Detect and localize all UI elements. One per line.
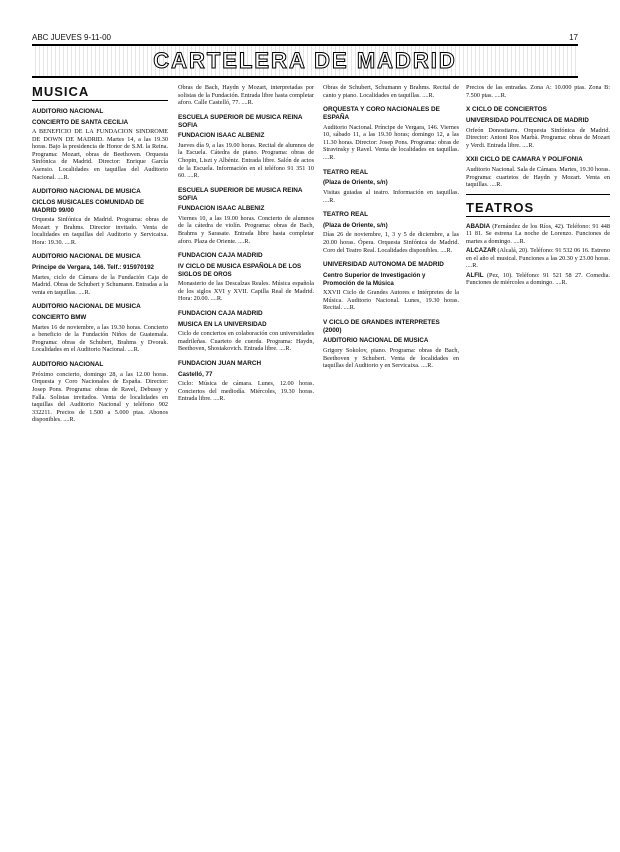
listing-text: Monasterio de las Descalzas Reales. Música española de los siglos XVI y XVII. Capilla Real de Madrid. Hora: 20.00. ....R. (178, 280, 314, 303)
theater-name: ABADIA (466, 222, 491, 230)
listing-text: Jueves día 9, a las 19.00 horas. Recital de alumnos de la Escuela. Cátedra de piano. Programa: obras de Chopin, Liszt y Albéniz. Entrada libre. Salón de actos de la Escuela. Información en el teléfono 91 351 10 60. ....R. (178, 141, 314, 180)
listing-subheading: IV CICLO DE MUSICA ESPAÑOLA DE LOS SIGLOS DE OROS (178, 262, 302, 278)
listing-heading: ESCUELA SUPERIOR DE MUSICA REINA SOFIA (178, 186, 303, 202)
listing-text: XXVII Ciclo de Grandes Autores e Intérpretes de la Música. Auditorio Nacional. Lunes, 19.30 horas. Recital. ....R. (323, 289, 459, 312)
listing-heading: AUDITORIO NACIONAL (32, 107, 104, 115)
theater-text: (Pez, 10). Teléfono: 91 521 58 27. Comedia. Funciones de miércoles a domingo. ....R. (466, 271, 610, 287)
section-title-musica: MUSICA (32, 84, 168, 101)
listing-block (32, 108, 168, 181)
issue-date: ABC JUEVES 9-11-00 (32, 33, 111, 42)
listing-subheading: FUNDACION ISAAC ALBENIZ (178, 132, 265, 140)
listing-heading: AUDITORIO NACIONAL DE MUSICA (32, 303, 141, 311)
listing-subheading: Príncipe de Vergara, 146. Telf.: 915970192 (32, 264, 154, 272)
listing-text: Precios de las entradas. Zona A: 10.000 ptas. Zona B: 7.500 ptas. ....R. (466, 84, 610, 99)
theater-text: (Alcalá, 20). Teléfono: 91 532 06 16. Estreno en el año el musical. Funciones a las 20.30 y 23.00 horas. ....R. (466, 247, 610, 270)
listing-heading: X CICLO DE CONCIERTOS (466, 106, 547, 114)
listing-heading: FUNDACION CAJA MADRID (178, 309, 263, 317)
listing-block (178, 187, 314, 245)
listing-block (466, 106, 610, 149)
column-2 (178, 82, 314, 852)
listing-block (323, 261, 459, 312)
listing-text: Orquesta Sinfónica de Madrid. Programa: obras de Mozart y Brahms. Director invitado. Venta de localidades en taquillas del Auditorio y Servicaixa. Hora: 19.30. ....R. (32, 216, 168, 246)
theater-name: ALFIL (466, 271, 484, 279)
theater-text: (Fernández de los Ríos, 42). Teléfono: 91 448 11 81. Se estrena La noche de Lorenzo. Funciones de martes a domingo. ....R. (466, 222, 610, 245)
listing-text: Visitas guiadas al teatro. Información en taquillas. ....R. (323, 188, 459, 204)
theater-entry (466, 272, 610, 287)
listing-block (32, 303, 168, 354)
listing-subheading: MUSICA EN LA UNIVERSIDAD (178, 320, 267, 328)
divider (466, 194, 610, 195)
listing-text: Ciclo: Música de cámara. Lunes, 12.00 horas. Conciertos del mediodía. Miércoles, 19.30 horas. Entrada libre. ....R. (178, 380, 314, 403)
listing-block (466, 84, 610, 99)
listing-text: Grigory Sokolov, piano. Programa: obras de Bach, Beethoven y Schubert. Venta de localidades en taquillas del Auditorio y en Servicaixa. ....R. (323, 346, 459, 370)
listing-subheading: (Plaza de Oriente, s/n) (323, 179, 388, 187)
listing-subheading: UNIVERSIDAD POLITECNICA DE MADRID (466, 116, 589, 124)
listing-text: Auditorio Nacional. Príncipe de Vergara, 146. Viernes 10, sábado 11, a las 19.30 horas; domingo 12, a las 11.30 horas. Director: Josep Pons. Programa: obras de Stravinsky y Ravel. Venta de localidades en taquillas. ....R. (323, 123, 459, 161)
listing-text: Días 26 de noviembre, 1, 3 y 5 de diciembre, a las 20.00 horas. Ópera. Orquesta Sinfónica de Madrid. Coro del Teatro Real. Localidades disponibles. ....R. (323, 231, 459, 254)
listing-subheading: CONCIERTO BMW (32, 314, 87, 322)
listing-subheading: FUNDACION ISAAC ALBENIZ (178, 205, 265, 213)
listing-block (178, 310, 314, 353)
theater-entry (466, 247, 610, 270)
listing-block (323, 84, 459, 99)
listing-heading: TEATRO REAL (323, 168, 368, 176)
listing-text: Obras de Schubert, Schumann y Brahms. Recital de canto y piano. Localidades en taquillas. ....R. (323, 84, 459, 99)
listing-text: Auditorio Nacional. Sala de Cámara. Martes, 19.30 horas. Programa: cuartetos de Haydn y Mozart. Venta en taquillas. ....R. (466, 166, 610, 189)
listing-block (32, 361, 168, 424)
listing-block (32, 188, 168, 246)
listing-heading: XXII CICLO DE CAMARA Y POLIFONIA (466, 156, 583, 164)
theater-name: ALCAZAR (466, 247, 496, 255)
listing-heading: AUDITORIO NACIONAL DE MUSICA (32, 188, 141, 196)
page-title: CARTELERA DE MADRID (153, 48, 457, 73)
listing-heading: AUDITORIO NACIONAL DE MUSICA (32, 253, 141, 261)
theater-entry (466, 223, 610, 246)
page-number: 17 (569, 33, 578, 42)
listing-text: Obras de Bach, Haydn y Mozart, interpretadas por solistas de la Fundación. Entrada libre hasta completar aforo. Calle Castelló, 77. ....R. (178, 84, 314, 107)
listing-subheading: CONCIERTO DE SANTA CECILIA (32, 118, 129, 126)
listing-text: A BENEFICIO DE LA FUNDACION SINDROME DE DOWN DE MADRID. Martes 14, a las 19.30 horas. Bajo la presidencia de Honor de S.M. la Reina. Programa: Mozart, obras de Beethoven. Orquesta Sinfónica de Madrid. Director: Enrique García Asensio. Localidades en taquillas del Auditorio Nacional. ....R. (32, 128, 168, 181)
listing-block (323, 319, 459, 370)
listing-block (323, 106, 459, 161)
listing-text: Orfeón Donostiarra. Orquesta Sinfónica de Madrid. Director: Antoni Ros Marbà. Programa: obras de Mozart y Verdi. Entrada libre. ....R. (466, 126, 610, 149)
listing-block (178, 360, 314, 403)
column-3 (323, 82, 459, 852)
listing-heading: FUNDACION JUAN MARCH (178, 359, 262, 367)
listing-block (323, 211, 459, 254)
listing-heading: FUNDACION CAJA MADRID (178, 252, 263, 260)
page-header (32, 33, 578, 42)
listing-heading: ESCUELA SUPERIOR DE MUSICA REINA SOFIA (178, 113, 303, 129)
listing-block (32, 253, 168, 296)
col1-blocks (32, 108, 168, 424)
listing-block (323, 169, 459, 205)
listing-block (178, 114, 314, 180)
listing-heading: V CICLO DE GRANDES INTERPRETES (2000) (323, 318, 440, 334)
masthead (32, 44, 578, 78)
listing-text: Ciclo de conciertos en colaboración con universidades madrileñas. Cuarteto de cuerda. Programa: Haydn, Beethoven, Shostakovich. Entrada libre. ....R. (178, 330, 314, 353)
listing-subheading: Centro Superior de Investigación y Promoción de la Música (323, 271, 426, 287)
listing-subheading: CICLOS MUSICALES COMUNIDAD DE MADRID 99/00 (32, 198, 145, 214)
listing-block (178, 252, 314, 303)
listing-block (178, 84, 314, 107)
column-1 (32, 82, 168, 852)
listing-subheading: Castelló, 77 (178, 370, 213, 378)
listing-subheading: AUDITORIO NACIONAL DE MUSICA (323, 337, 429, 345)
listing-text: Martes, ciclo de Cámara de la Fundación Caja de Madrid. Obras de Schubert y Schumann. Entradas a la venta en taquillas. ....R. (32, 273, 168, 296)
theater-list (466, 223, 610, 288)
listing-text: Martes 16 de noviembre, a las 19.30 horas. Concierto a beneficio de la Fundación Niños de Guatemala. Programa: obras de Schubert, Brahms y Dvorak. Localidades en el Auditorio Nacional. ....R. (32, 323, 168, 354)
listing-text: Próximo concierto, domingo 28, a las 12.00 horas. Orquesta y Coro Nacionales de España. Director: Josep Pons. Programa: obras de Ravel, Debussy y Falla. Solistas invitados. Venta de localidades en taquillas del Auditorio Nacional y teléfono 902 332211. Precios de 1.500 a 5.000 ptas. Abonos disponibles. ....R. (32, 370, 168, 424)
listing-subheading: (Plaza de Oriente, s/n) (323, 221, 388, 229)
section-title-teatros: TEATROS (466, 200, 610, 217)
listing-heading: TEATRO REAL (323, 211, 368, 219)
listing-block (466, 156, 610, 189)
listing-heading: ORQUESTA Y CORO NACIONALES DE ESPAÑA (323, 106, 440, 121)
listing-heading: AUDITORIO NACIONAL (32, 361, 104, 369)
listing-heading: UNIVERSIDAD AUTONOMA DE MADRID (323, 261, 444, 269)
listing-text: Viernes 10, a las 19.00 horas. Concierto de alumnos de la cátedra de violín. Programa: obras de Bach, Brahms y Sarasate. Entrada libre hasta completar aforo. Plaza de Oriente. ....R. (178, 214, 314, 245)
column-4 (466, 82, 610, 852)
